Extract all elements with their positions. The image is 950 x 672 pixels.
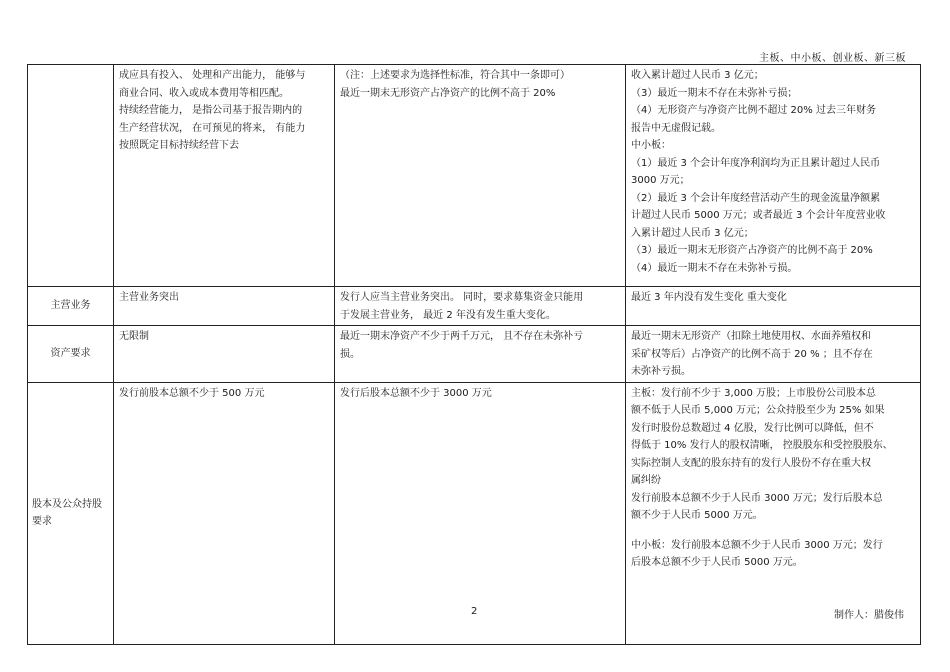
cell-line: 最近一期末无形资产占净资产的比例不高于 20% xyxy=(340,87,556,99)
cell-line: 发行时股份总数超过 4 亿股，发行比例可以降低，但不 xyxy=(631,422,874,434)
blank-line xyxy=(631,525,916,537)
cell-line: 中小板： xyxy=(631,140,671,151)
footer-maker: 制作人：腊俊伟 xyxy=(834,610,904,621)
cell-line: 报告中无虚假记载。 xyxy=(631,122,721,134)
cell-line: 发行人应当主营业务突出。 同时，要求募集资金只能用 xyxy=(340,292,584,303)
cell-line: 得低于 10% 发行人的股权清晰， 控股股东和受控股股东、 xyxy=(631,440,893,451)
cell-line: 发行后股本总额不少于 3000 万元 xyxy=(340,387,492,399)
cell-col3 xyxy=(626,382,921,644)
cell-col3 xyxy=(626,65,921,287)
table-row xyxy=(28,326,921,383)
cell-col1 xyxy=(114,326,335,383)
row-label: 资产要求 xyxy=(28,326,114,383)
cell-line: 按照既定目标持续经营下去 xyxy=(119,140,239,151)
cell-line: 计超过人民币 5000 万元；或者最近 3 个会计年度营业收 xyxy=(631,210,886,221)
row-label: 主营业务 xyxy=(28,287,114,326)
cell-col2 xyxy=(335,65,626,287)
header-boards: 主板、中小板、创业板、新三板 xyxy=(759,53,906,64)
cell-line: 最近 3 年内没有发生变化 重大变化 xyxy=(631,292,787,303)
cell-line: 后股本总额不少于人民币 5000 万元。 xyxy=(631,557,803,568)
cell-line: 额不低于人民币 5,000 万元；公众持股至少为 25% 如果 xyxy=(631,405,885,416)
cell-line: 损。 xyxy=(340,348,360,360)
cell-line: 最近一期末无形资产（扣除土地使用权、水面养殖权和 xyxy=(631,331,871,342)
cell-col2 xyxy=(335,287,626,326)
cell-col2 xyxy=(335,382,626,644)
cell-line: 于发展主营业务， 最近 2 年没有发生重大变化。 xyxy=(340,309,556,321)
comparison-table xyxy=(27,64,921,645)
cell-line: 成应具有投入、 处理和产出能力， 能够与 xyxy=(119,70,306,81)
cell-line: （3）最近一期末无形资产占净资产的比例不高于 20% xyxy=(631,245,873,256)
cell-col1 xyxy=(114,65,335,287)
cell-line: 属纠纷 xyxy=(631,475,661,486)
cell-line: 最近一期末净资产不少于两千万元， 且不存在未弥补亏 xyxy=(340,331,584,342)
cell-col2 xyxy=(335,326,626,383)
cell-line: 入累计超过人民币 3 亿元； xyxy=(631,227,754,239)
cell-line: 商业合同、收入或成本费用等相匹配。 xyxy=(119,87,289,99)
cell-line: 主营业务突出 xyxy=(119,292,179,303)
cell-line: （3）最近一期末不存在未弥补亏损； xyxy=(631,87,798,99)
row-label: 股本及公众持股要求 xyxy=(28,382,114,644)
table-row xyxy=(28,382,921,644)
cell-line: 发行前股本总额不少于人民币 3000 万元；发行后股本总 xyxy=(631,492,883,504)
cell-line: 实际控制人支配的股东持有的发行人股份不存在重大权 xyxy=(631,457,871,469)
table-row xyxy=(28,65,921,287)
cell-line: 持续经营能力， 是指公司基于报告期内的 xyxy=(119,105,303,116)
cell-line: （4）无形资产与净资产比例不超过 20% 过去三年财务 xyxy=(631,105,876,116)
table-row xyxy=(28,287,921,326)
cell-line: （4）最近一期末不存在未弥补亏损。 xyxy=(631,262,798,274)
cell-col1 xyxy=(114,287,335,326)
page-number: 2 xyxy=(471,606,478,617)
cell-line: （2）最近 3 个会计年度经营活动产生的现金流量净额累 xyxy=(631,192,881,204)
cell-line: 无限制 xyxy=(119,331,149,342)
cell-line: （1）最近 3 个会计年度净利润均为正且累计超过人民币 xyxy=(631,157,881,169)
cell-line: 3000 万元； xyxy=(631,175,690,186)
cell-line: 额不少于人民币 5000 万元。 xyxy=(631,510,763,521)
cell-col3 xyxy=(626,326,921,383)
cell-line: （注：上述要求为选择性标准，符合其中一条即可） xyxy=(340,70,570,81)
cell-line: 主板：发行前不少于 3,000 万股；上市股份公司股本总 xyxy=(631,387,876,399)
cell-line: 未弥补亏损。 xyxy=(631,366,691,377)
cell-line: 采矿权等后）占净资产的比例不高于 20 % ；且不存在 xyxy=(631,348,873,360)
cell-line: 生产经营状况， 在可预见的将来， 有能力 xyxy=(119,122,306,134)
cell-line: 收入累计超过人民币 3 亿元； xyxy=(631,70,764,81)
cell-col3 xyxy=(626,287,921,326)
cell-line: 中小板：发行前股本总额不少于人民币 3000 万元；发行 xyxy=(631,539,883,551)
cell-col1 xyxy=(114,382,335,644)
cell-line: 发行前股本总额不少于 500 万元 xyxy=(119,387,265,399)
row-label xyxy=(28,65,114,287)
